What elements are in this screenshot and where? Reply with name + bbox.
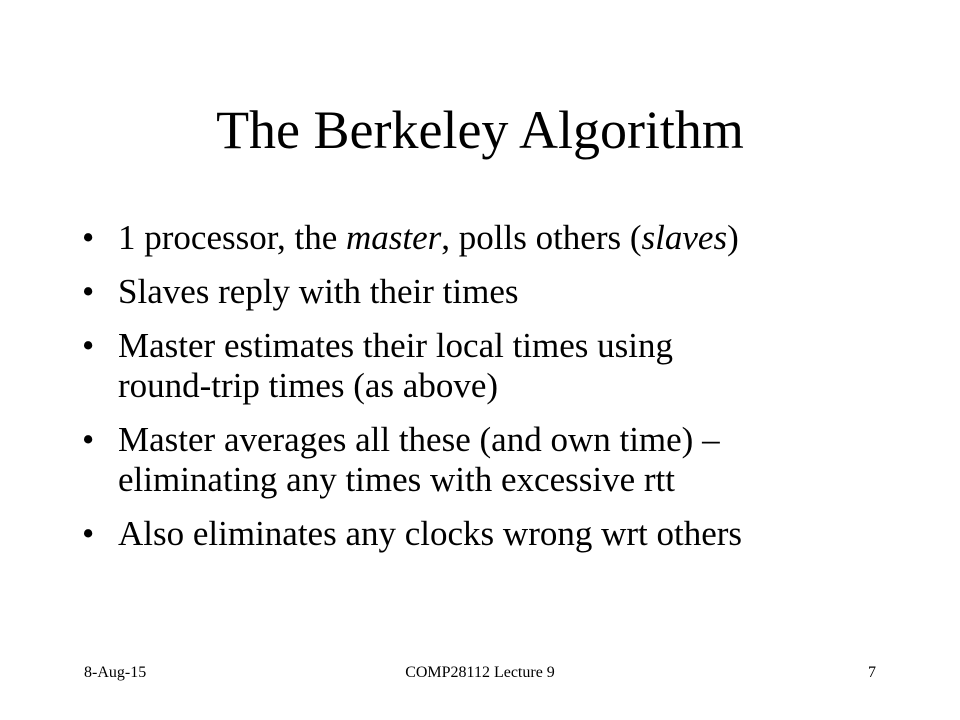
bullet-item — [82, 514, 902, 554]
bullet-item — [82, 272, 902, 312]
bullet-marker: • — [82, 514, 95, 553]
bullet-text: round-trip times (as above) — [118, 366, 499, 405]
bullet-marker: • — [82, 272, 95, 311]
bullet-line — [118, 514, 902, 554]
bullet-marker: • — [82, 326, 95, 365]
bullet-text: , polls others ( — [441, 218, 642, 257]
bullet-line — [118, 218, 902, 258]
footer-course: COMP28112 Lecture 9 — [405, 664, 555, 681]
bullet-marker: • — [82, 420, 95, 459]
bullet-text: Slaves reply with their times — [118, 272, 519, 311]
bullet-text: Master estimates their local times using — [118, 326, 674, 365]
bullet-item — [82, 218, 902, 258]
bullet-text: eliminating any times with excessive rtt — [118, 460, 675, 499]
bullet-list — [82, 218, 902, 568]
emphasis-text: slaves — [641, 218, 728, 257]
bullet-item — [82, 420, 902, 500]
bullet-line — [118, 366, 902, 406]
bullet-text: 1 processor, the — [118, 218, 346, 257]
footer-date: 8-Aug-15 — [84, 664, 147, 681]
bullet-text: Master averages all these (and own time) – — [118, 420, 720, 459]
footer-page-number: 7 — [868, 664, 876, 681]
slide-title: The Berkeley Algorithm — [216, 100, 744, 160]
bullet-text: ) — [727, 218, 739, 257]
bullet-item — [82, 326, 902, 406]
bullet-marker: • — [82, 218, 95, 257]
bullet-line — [118, 272, 902, 312]
bullet-line — [118, 326, 902, 366]
bullet-line — [118, 460, 902, 500]
bullet-text: Also eliminates any clocks wrong wrt others — [118, 514, 743, 553]
bullet-line — [118, 420, 902, 460]
emphasis-text: master — [345, 218, 442, 257]
